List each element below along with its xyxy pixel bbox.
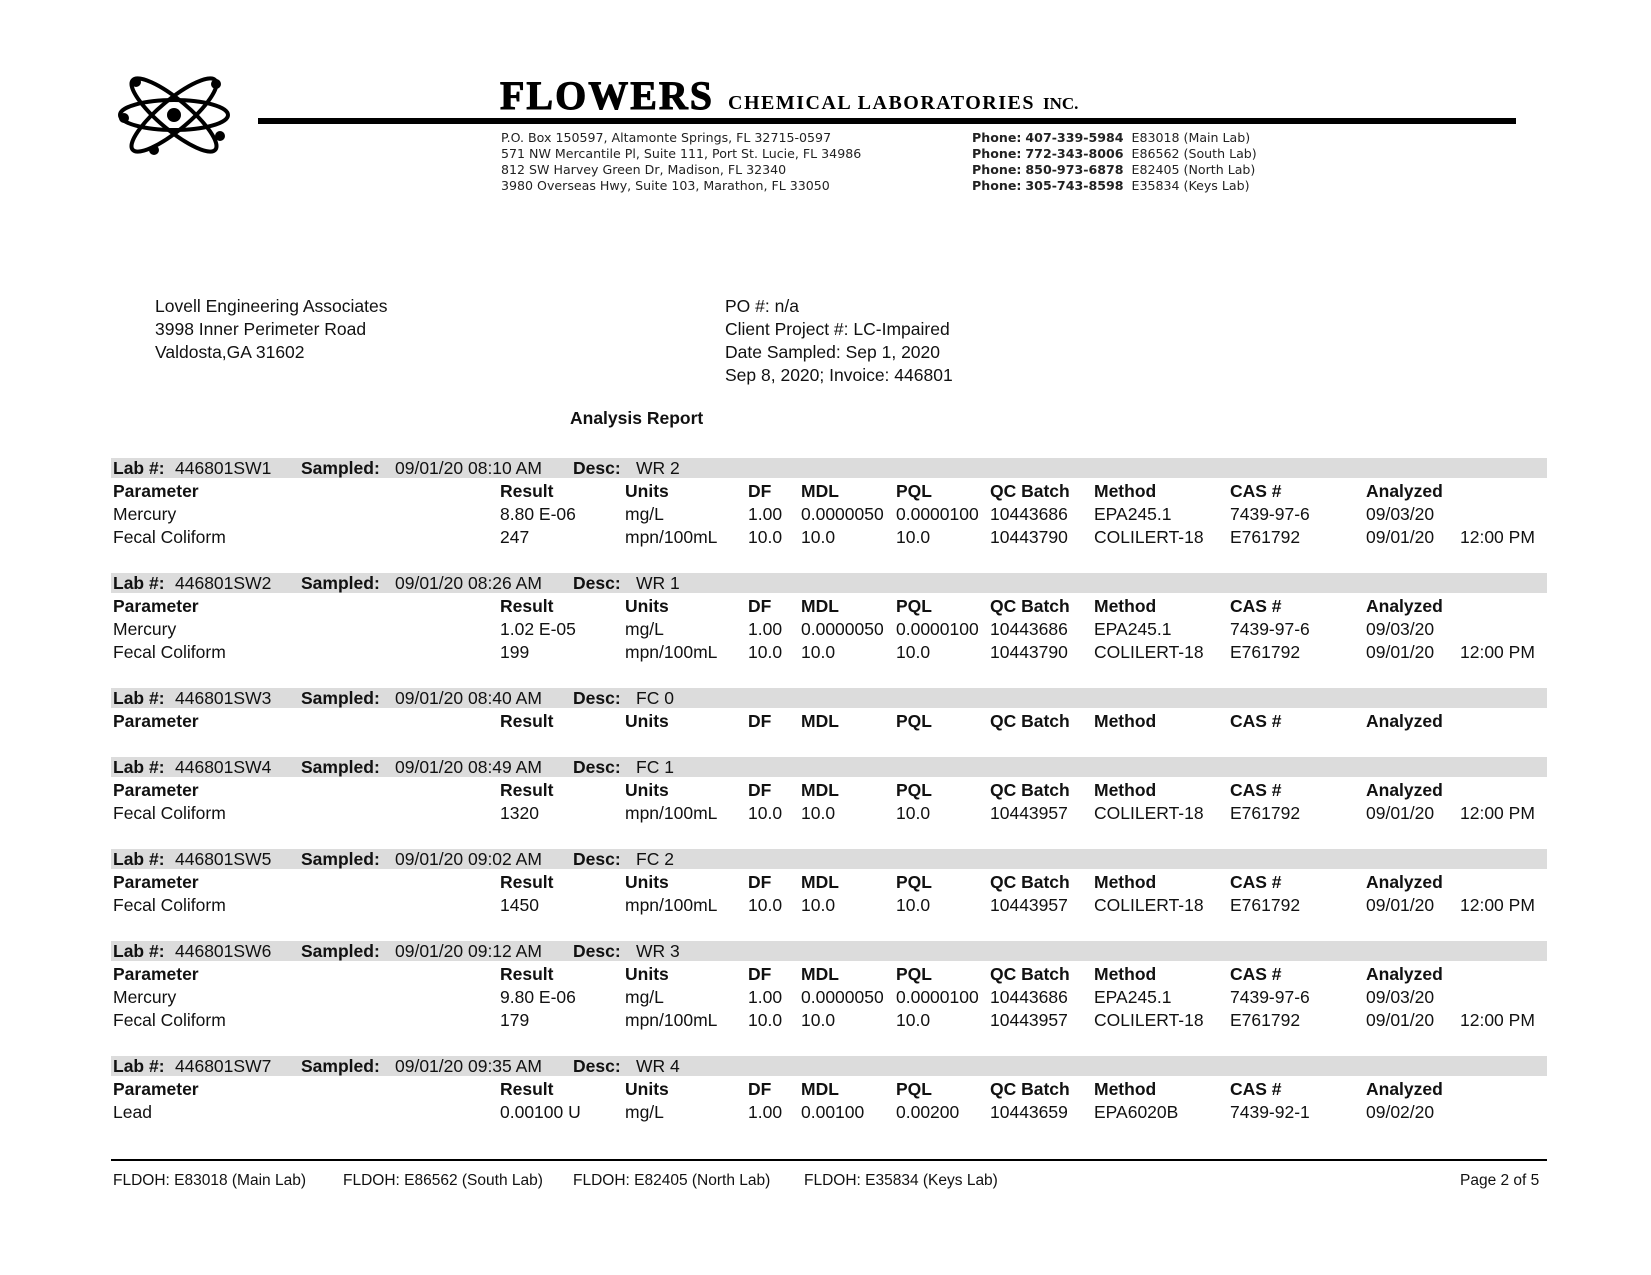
sampled-datetime: 09/01/20 08:49 AM: [395, 757, 542, 777]
table-cell: 10.0: [748, 527, 783, 547]
sampled-datetime: 09/01/20 08:26 AM: [395, 573, 542, 593]
table-cell: Mercury: [113, 619, 177, 639]
table-cell: 10443790: [990, 642, 1068, 662]
column-header: DF: [748, 1079, 772, 1099]
table-cell: 09/01/20: [1366, 1010, 1435, 1030]
column-header: Parameter: [113, 481, 199, 501]
table-cell: 7439-97-6: [1230, 987, 1310, 1007]
table-cell: 12:00 PM: [1460, 642, 1535, 662]
column-header: Analyzed: [1366, 711, 1443, 731]
table-cell: EPA245.1: [1094, 987, 1172, 1007]
table-cell: 10.0: [896, 642, 931, 662]
column-header: Result: [500, 780, 554, 800]
table-cell: 0.00100: [801, 1102, 865, 1122]
table-cell: 10.0: [748, 895, 783, 915]
table-cell: 10.0: [801, 527, 836, 547]
address-line: 812 SW Harvey Green Dr, Madison, FL 32340: [501, 162, 787, 177]
desc-label: Desc:: [573, 1056, 621, 1076]
table-cell: EPA245.1: [1094, 619, 1172, 639]
lab-number: 446801SW1: [175, 458, 272, 478]
table-cell: COLILERT-18: [1094, 1010, 1204, 1030]
lab-number: 446801SW5: [175, 849, 272, 869]
table-cell: 1.00: [748, 619, 783, 639]
header-rule: [258, 118, 1516, 124]
company-name-main: FLOWERS: [500, 73, 715, 118]
table-cell: COLILERT-18: [1094, 527, 1204, 547]
column-header: CAS #: [1230, 711, 1282, 731]
sampled-datetime: 09/01/20 09:35 AM: [395, 1056, 542, 1076]
table-cell: mg/L: [625, 619, 664, 639]
table-cell: 09/03/20: [1366, 504, 1435, 524]
table-cell: 1320: [500, 803, 539, 823]
table-cell: mg/L: [625, 987, 664, 1007]
sampled-label: Sampled:: [301, 849, 380, 869]
phone-line: Phone: 305-743-8598 E35834 (Keys Lab): [972, 178, 1250, 193]
column-header: MDL: [801, 711, 839, 731]
table-cell: 1.00: [748, 504, 783, 524]
table-cell: Mercury: [113, 987, 177, 1007]
footer-rule: [111, 1159, 1547, 1161]
table-cell: E761792: [1230, 895, 1301, 915]
column-header: Result: [500, 481, 554, 501]
sample-description: WR 1: [636, 573, 680, 593]
column-header: Units: [625, 964, 669, 984]
desc-label: Desc:: [573, 458, 621, 478]
column-header: Result: [500, 872, 554, 892]
table-cell: COLILERT-18: [1094, 895, 1204, 915]
sampled-label: Sampled:: [301, 757, 380, 777]
sampled-datetime: 09/01/20 09:02 AM: [395, 849, 542, 869]
column-header: Method: [1094, 481, 1157, 501]
table-cell: 10.0: [896, 1010, 931, 1030]
table-cell: 10443686: [990, 987, 1068, 1007]
sample-description: WR 4: [636, 1056, 680, 1076]
sampled-label: Sampled:: [301, 573, 380, 593]
column-header: QC Batch: [990, 872, 1070, 892]
table-cell: 10.0: [801, 895, 836, 915]
column-header: PQL: [896, 481, 932, 501]
lab-number-label: Lab #:: [113, 849, 165, 869]
table-cell: mpn/100mL: [625, 803, 718, 823]
table-cell: 9.80 E-06: [500, 987, 576, 1007]
column-header: Units: [625, 780, 669, 800]
desc-label: Desc:: [573, 757, 621, 777]
lab-number-label: Lab #:: [113, 458, 165, 478]
column-header: QC Batch: [990, 964, 1070, 984]
client-name: Lovell Engineering Associates: [155, 296, 388, 316]
column-header: Result: [500, 596, 554, 616]
column-header: Analyzed: [1366, 780, 1443, 800]
address-line: 571 NW Mercantile Pl, Suite 111, Port St. Lucie, FL 34986: [501, 146, 862, 161]
column-header: MDL: [801, 964, 839, 984]
column-header: DF: [748, 711, 772, 731]
table-cell: 09/03/20: [1366, 619, 1435, 639]
column-header: MDL: [801, 481, 839, 501]
table-cell: Fecal Coliform: [113, 803, 226, 823]
column-header: PQL: [896, 596, 932, 616]
column-header: QC Batch: [990, 596, 1070, 616]
column-header: Analyzed: [1366, 596, 1443, 616]
column-header: PQL: [896, 872, 932, 892]
table-cell: 09/01/20: [1366, 642, 1435, 662]
column-header: Analyzed: [1366, 872, 1443, 892]
lab-number-label: Lab #:: [113, 573, 165, 593]
column-header: Method: [1094, 964, 1157, 984]
table-cell: 7439-97-6: [1230, 504, 1310, 524]
sampled-label: Sampled:: [301, 458, 380, 478]
sample-description: WR 3: [636, 941, 680, 961]
table-cell: 8.80 E-06: [500, 504, 576, 524]
table-cell: mg/L: [625, 504, 664, 524]
table-cell: 09/03/20: [1366, 987, 1435, 1007]
column-header: Result: [500, 1079, 554, 1099]
lab-number: 446801SW3: [175, 688, 272, 708]
table-cell: COLILERT-18: [1094, 803, 1204, 823]
footer-license: FLDOH: E86562 (South Lab): [343, 1172, 543, 1189]
column-header: Analyzed: [1366, 1079, 1443, 1099]
table-cell: 10.0: [801, 803, 836, 823]
sample-description: WR 2: [636, 458, 680, 478]
table-cell: mpn/100mL: [625, 527, 718, 547]
table-cell: E761792: [1230, 527, 1301, 547]
column-header: Parameter: [113, 872, 199, 892]
sampled-datetime: 09/01/20 08:10 AM: [395, 458, 542, 478]
report-title: Analysis Report: [570, 408, 704, 428]
column-header: PQL: [896, 964, 932, 984]
table-cell: 10.0: [748, 642, 783, 662]
sampled-datetime: 09/01/20 08:40 AM: [395, 688, 542, 708]
column-header: QC Batch: [990, 481, 1070, 501]
company-name: [500, 73, 1079, 118]
table-cell: 1.02 E-05: [500, 619, 576, 639]
table-cell: 0.00200: [896, 1102, 960, 1122]
column-header: Units: [625, 596, 669, 616]
table-cell: 1.00: [748, 987, 783, 1007]
table-cell: E761792: [1230, 803, 1301, 823]
phone-line: Phone: 850-973-6878 E82405 (North Lab): [972, 162, 1256, 177]
column-header: Method: [1094, 780, 1157, 800]
table-cell: 0.0000100: [896, 619, 979, 639]
table-cell: 0.0000100: [896, 987, 979, 1007]
column-header: CAS #: [1230, 596, 1282, 616]
table-cell: 0.0000050: [801, 987, 884, 1007]
sampled-label: Sampled:: [301, 1056, 380, 1076]
lab-number: 446801SW6: [175, 941, 272, 961]
column-header: CAS #: [1230, 481, 1282, 501]
sample-description: FC 2: [636, 849, 674, 869]
table-cell: 1450: [500, 895, 539, 915]
table-cell: EPA6020B: [1094, 1102, 1179, 1122]
client-project: Client Project #: LC-Impaired: [725, 319, 950, 339]
column-header: CAS #: [1230, 780, 1282, 800]
table-cell: Lead: [113, 1102, 152, 1122]
address-line: P.O. Box 150597, Altamonte Springs, FL 32715-0597: [501, 130, 832, 145]
table-cell: 7439-97-6: [1230, 619, 1310, 639]
table-cell: 10.0: [896, 803, 931, 823]
sampled-label: Sampled:: [301, 688, 380, 708]
table-cell: mpn/100mL: [625, 895, 718, 915]
atom-logo: [116, 72, 232, 158]
lab-number: 446801SW4: [175, 757, 272, 777]
date-sampled: Date Sampled: Sep 1, 2020: [725, 342, 941, 362]
table-cell: 12:00 PM: [1460, 895, 1535, 915]
table-cell: 10443957: [990, 1010, 1068, 1030]
column-header: CAS #: [1230, 1079, 1282, 1099]
table-cell: 10.0: [896, 895, 931, 915]
company-name-inc: INC.: [1042, 94, 1079, 113]
column-header: Units: [625, 481, 669, 501]
table-cell: 179: [500, 1010, 530, 1030]
table-cell: 10443686: [990, 619, 1068, 639]
column-header: MDL: [801, 1079, 839, 1099]
phone-line: Phone: 772-343-8006 E86562 (South Lab): [972, 146, 1257, 161]
po-number: PO #: n/a: [725, 296, 799, 316]
table-cell: Fecal Coliform: [113, 1010, 226, 1030]
column-header: PQL: [896, 780, 932, 800]
table-cell: Fecal Coliform: [113, 527, 226, 547]
table-cell: Mercury: [113, 504, 177, 524]
column-header: Analyzed: [1366, 964, 1443, 984]
lab-number-label: Lab #:: [113, 688, 165, 708]
table-cell: 0.0000050: [801, 504, 884, 524]
desc-label: Desc:: [573, 849, 621, 869]
table-cell: 10.0: [801, 642, 836, 662]
desc-label: Desc:: [573, 941, 621, 961]
sampled-datetime: 09/01/20 09:12 AM: [395, 941, 542, 961]
footer-license: FLDOH: E83018 (Main Lab): [113, 1172, 306, 1189]
column-header: QC Batch: [990, 1079, 1070, 1099]
table-cell: 09/01/20: [1366, 803, 1435, 823]
table-cell: 0.0000100: [896, 504, 979, 524]
table-cell: 10.0: [748, 803, 783, 823]
table-cell: 12:00 PM: [1460, 1010, 1535, 1030]
table-cell: 12:00 PM: [1460, 527, 1535, 547]
lab-number: 446801SW7: [175, 1056, 272, 1076]
column-header: QC Batch: [990, 711, 1070, 731]
address-line: 3980 Overseas Hwy, Suite 103, Marathon, FL 33050: [501, 178, 830, 193]
column-header: Result: [500, 711, 554, 731]
table-cell: 10443686: [990, 504, 1068, 524]
column-header: Method: [1094, 1079, 1157, 1099]
column-header: Method: [1094, 711, 1157, 731]
column-header: Parameter: [113, 780, 199, 800]
company-name-sub: CHEMICAL LABORATORIES: [728, 92, 1035, 114]
table-cell: 10.0: [896, 527, 931, 547]
table-cell: 0.00100 U: [500, 1102, 581, 1122]
column-header: DF: [748, 872, 772, 892]
table-cell: 12:00 PM: [1460, 803, 1535, 823]
table-cell: EPA245.1: [1094, 504, 1172, 524]
desc-label: Desc:: [573, 573, 621, 593]
column-header: CAS #: [1230, 964, 1282, 984]
column-header: MDL: [801, 780, 839, 800]
lab-number-label: Lab #:: [113, 757, 165, 777]
table-cell: mpn/100mL: [625, 1010, 718, 1030]
table-cell: 10443957: [990, 895, 1068, 915]
client-address: 3998 Inner Perimeter Road: [155, 319, 367, 339]
sample-description: FC 1: [636, 757, 674, 777]
column-header: MDL: [801, 872, 839, 892]
column-header: Parameter: [113, 964, 199, 984]
column-header: DF: [748, 964, 772, 984]
lab-number-label: Lab #:: [113, 941, 165, 961]
sample-description: FC 0: [636, 688, 674, 708]
table-cell: 10.0: [801, 1010, 836, 1030]
sampled-label: Sampled:: [301, 941, 380, 961]
column-header: Method: [1094, 872, 1157, 892]
table-cell: mpn/100mL: [625, 642, 718, 662]
table-cell: 10443790: [990, 527, 1068, 547]
table-cell: mg/L: [625, 1102, 664, 1122]
page-number: Page 2 of 5: [1460, 1172, 1540, 1189]
column-header: Analyzed: [1366, 481, 1443, 501]
lab-number: 446801SW2: [175, 573, 272, 593]
table-cell: 10.0: [748, 1010, 783, 1030]
column-header: QC Batch: [990, 780, 1070, 800]
table-cell: 199: [500, 642, 530, 662]
table-cell: 09/01/20: [1366, 527, 1435, 547]
desc-label: Desc:: [573, 688, 621, 708]
column-header: Method: [1094, 596, 1157, 616]
footer-license: FLDOH: E82405 (North Lab): [573, 1172, 771, 1189]
table-cell: 1.00: [748, 1102, 783, 1122]
column-header: Units: [625, 1079, 669, 1099]
table-cell: Fecal Coliform: [113, 895, 226, 915]
client-city: Valdosta,GA 31602: [155, 342, 305, 362]
table-cell: 0.0000050: [801, 619, 884, 639]
column-header: DF: [748, 780, 772, 800]
column-header: Parameter: [113, 711, 199, 731]
column-header: MDL: [801, 596, 839, 616]
phone-line: Phone: 407-339-5984 E83018 (Main Lab): [972, 130, 1251, 145]
invoice-line: Sep 8, 2020; Invoice: 446801: [725, 365, 953, 385]
table-cell: 7439-92-1: [1230, 1102, 1310, 1122]
table-cell: 247: [500, 527, 530, 547]
column-header: Parameter: [113, 1079, 199, 1099]
column-header: DF: [748, 481, 772, 501]
table-cell: 09/01/20: [1366, 895, 1435, 915]
column-header: Parameter: [113, 596, 199, 616]
table-cell: E761792: [1230, 642, 1301, 662]
column-header: Units: [625, 872, 669, 892]
table-cell: COLILERT-18: [1094, 642, 1204, 662]
column-header: Result: [500, 964, 554, 984]
column-header: PQL: [896, 711, 932, 731]
lab-number-label: Lab #:: [113, 1056, 165, 1076]
column-header: DF: [748, 596, 772, 616]
footer-license: FLDOH: E35834 (Keys Lab): [804, 1172, 998, 1189]
column-header: PQL: [896, 1079, 932, 1099]
table-cell: Fecal Coliform: [113, 642, 226, 662]
table-cell: 10443957: [990, 803, 1068, 823]
table-cell: 10443659: [990, 1102, 1068, 1122]
column-header: Units: [625, 711, 669, 731]
column-header: CAS #: [1230, 872, 1282, 892]
table-cell: 09/02/20: [1366, 1102, 1435, 1122]
table-cell: E761792: [1230, 1010, 1301, 1030]
